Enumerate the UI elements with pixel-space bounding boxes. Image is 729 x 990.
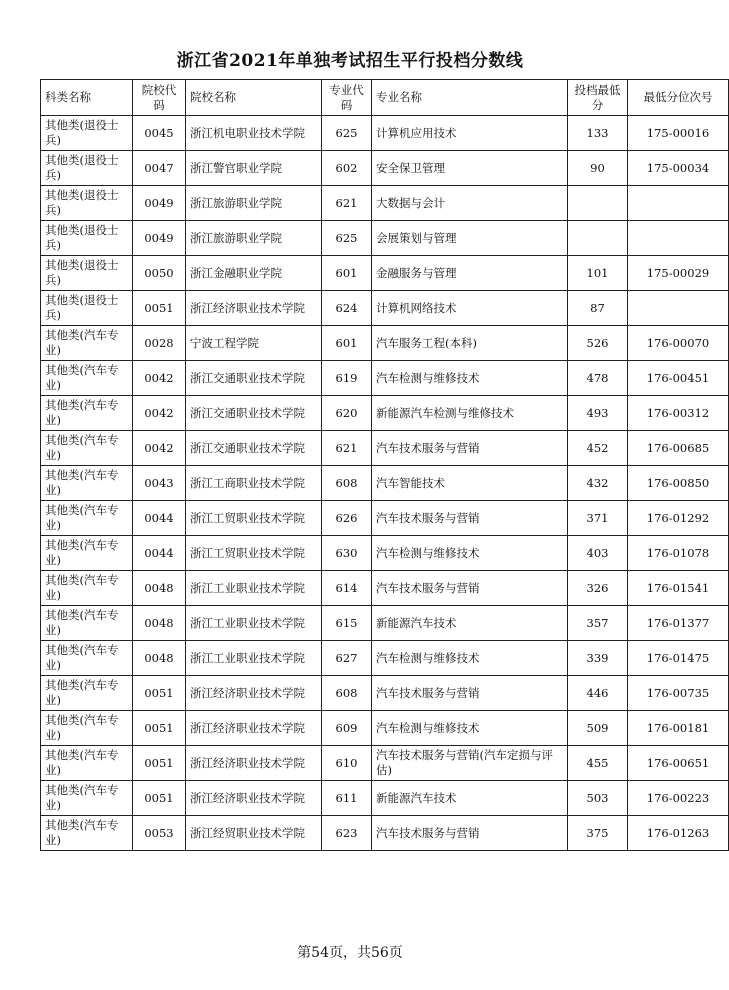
cell-category: 其他类(汽车专业) bbox=[41, 536, 133, 571]
table-row bbox=[41, 116, 729, 151]
cell-school-name: 浙江工业职业技术学院 bbox=[186, 641, 322, 676]
cell-school-name: 浙江旅游职业学院 bbox=[186, 221, 322, 256]
cell-major-code: 625 bbox=[322, 221, 372, 256]
table-row bbox=[41, 676, 729, 711]
cell-category: 其他类(退役士兵) bbox=[41, 116, 133, 151]
cell-min-score: 371 bbox=[568, 501, 628, 536]
cell-major-code: 627 bbox=[322, 641, 372, 676]
cell-school-name: 浙江机电职业技术学院 bbox=[186, 116, 322, 151]
cell-min-score: 526 bbox=[568, 326, 628, 361]
cell-school-code: 0048 bbox=[133, 641, 186, 676]
table-row bbox=[41, 816, 729, 851]
cell-min-score: 101 bbox=[568, 256, 628, 291]
table-header-row bbox=[41, 80, 729, 116]
table-row bbox=[41, 256, 729, 291]
cell-min-rank: 176-00735 bbox=[628, 676, 729, 711]
cell-category: 其他类(汽车专业) bbox=[41, 641, 133, 676]
cell-major-name: 汽车智能技术 bbox=[372, 466, 568, 501]
cell-min-rank: 176-01541 bbox=[628, 571, 729, 606]
cell-min-score: 326 bbox=[568, 571, 628, 606]
cell-min-rank: 176-00223 bbox=[628, 781, 729, 816]
cell-major-code: 624 bbox=[322, 291, 372, 326]
cell-major-code: 614 bbox=[322, 571, 372, 606]
cell-category: 其他类(汽车专业) bbox=[41, 781, 133, 816]
cell-major-name: 新能源汽车技术 bbox=[372, 606, 568, 641]
cell-min-score bbox=[568, 186, 628, 221]
cell-school-code: 0051 bbox=[133, 291, 186, 326]
cell-min-rank: 176-00312 bbox=[628, 396, 729, 431]
cell-min-rank: 176-00651 bbox=[628, 746, 729, 781]
cell-major-name: 金融服务与管理 bbox=[372, 256, 568, 291]
cell-school-name: 浙江交通职业技术学院 bbox=[186, 361, 322, 396]
cell-major-name: 汽车技术服务与营销(汽车定损与评估) bbox=[372, 746, 568, 781]
table-row bbox=[41, 361, 729, 396]
cell-major-code: 625 bbox=[322, 116, 372, 151]
cell-min-score: 403 bbox=[568, 536, 628, 571]
cell-school-name: 浙江工业职业技术学院 bbox=[186, 606, 322, 641]
cell-school-code: 0050 bbox=[133, 256, 186, 291]
table-row bbox=[41, 291, 729, 326]
cell-school-code: 0043 bbox=[133, 466, 186, 501]
header-min-rank: 最低分位次号 bbox=[628, 80, 729, 116]
cell-school-code: 0051 bbox=[133, 746, 186, 781]
cell-min-rank: 176-01475 bbox=[628, 641, 729, 676]
cell-min-rank: 176-01292 bbox=[628, 501, 729, 536]
cell-major-code: 621 bbox=[322, 186, 372, 221]
cell-school-code: 0048 bbox=[133, 571, 186, 606]
admission-score-table bbox=[40, 79, 729, 851]
cell-major-name: 安全保卫管理 bbox=[372, 151, 568, 186]
cell-category: 其他类(汽车专业) bbox=[41, 746, 133, 781]
cell-major-code: 620 bbox=[322, 396, 372, 431]
cell-school-code: 0047 bbox=[133, 151, 186, 186]
cell-min-rank: 175-00034 bbox=[628, 151, 729, 186]
table-row bbox=[41, 711, 729, 746]
cell-school-code: 0049 bbox=[133, 186, 186, 221]
cell-school-name: 浙江经济职业技术学院 bbox=[186, 291, 322, 326]
cell-school-code: 0042 bbox=[133, 431, 186, 466]
cell-major-name: 新能源汽车检测与维修技术 bbox=[372, 396, 568, 431]
cell-major-name: 汽车检测与维修技术 bbox=[372, 361, 568, 396]
header-major-name: 专业名称 bbox=[372, 80, 568, 116]
cell-min-score bbox=[568, 221, 628, 256]
cell-min-rank: 176-01078 bbox=[628, 536, 729, 571]
cell-major-name: 汽车技术服务与营销 bbox=[372, 816, 568, 851]
cell-major-code: 630 bbox=[322, 536, 372, 571]
table-row bbox=[41, 326, 729, 361]
cell-min-rank: 176-01377 bbox=[628, 606, 729, 641]
cell-category: 其他类(汽车专业) bbox=[41, 326, 133, 361]
page-number: 第54页，共56页 bbox=[297, 945, 403, 961]
cell-major-code: 621 bbox=[322, 431, 372, 466]
cell-min-score: 375 bbox=[568, 816, 628, 851]
cell-school-name: 浙江经济职业技术学院 bbox=[186, 781, 322, 816]
document-title: 浙江省2021年单独考试招生平行投档分数线 bbox=[176, 51, 524, 71]
cell-school-code: 0028 bbox=[133, 326, 186, 361]
cell-category: 其他类(汽车专业) bbox=[41, 396, 133, 431]
cell-min-score: 339 bbox=[568, 641, 628, 676]
cell-category: 其他类(退役士兵) bbox=[41, 221, 133, 256]
cell-school-name: 浙江工贸职业技术学院 bbox=[186, 501, 322, 536]
cell-school-code: 0042 bbox=[133, 361, 186, 396]
cell-min-score: 133 bbox=[568, 116, 628, 151]
table-row bbox=[41, 151, 729, 186]
cell-min-rank bbox=[628, 186, 729, 221]
cell-school-code: 0051 bbox=[133, 781, 186, 816]
cell-school-code: 0045 bbox=[133, 116, 186, 151]
cell-min-rank: 176-00685 bbox=[628, 431, 729, 466]
cell-category: 其他类(退役士兵) bbox=[41, 256, 133, 291]
cell-min-rank: 175-00016 bbox=[628, 116, 729, 151]
cell-category: 其他类(汽车专业) bbox=[41, 816, 133, 851]
cell-min-rank bbox=[628, 291, 729, 326]
cell-min-score: 90 bbox=[568, 151, 628, 186]
cell-min-score: 455 bbox=[568, 746, 628, 781]
table-row bbox=[41, 641, 729, 676]
cell-school-name: 浙江交通职业技术学院 bbox=[186, 396, 322, 431]
header-school-name: 院校名称 bbox=[186, 80, 322, 116]
cell-school-code: 0048 bbox=[133, 606, 186, 641]
cell-school-name: 浙江经贸职业技术学院 bbox=[186, 816, 322, 851]
cell-major-code: 626 bbox=[322, 501, 372, 536]
cell-major-code: 623 bbox=[322, 816, 372, 851]
table-row bbox=[41, 781, 729, 816]
cell-major-name: 计算机应用技术 bbox=[372, 116, 568, 151]
cell-major-name: 计算机网络技术 bbox=[372, 291, 568, 326]
cell-school-name: 浙江经济职业技术学院 bbox=[186, 711, 322, 746]
table-row bbox=[41, 466, 729, 501]
cell-major-name: 汽车技术服务与营销 bbox=[372, 431, 568, 466]
table-body bbox=[41, 116, 729, 851]
cell-min-score: 87 bbox=[568, 291, 628, 326]
cell-school-name: 浙江工贸职业技术学院 bbox=[186, 536, 322, 571]
cell-school-code: 0049 bbox=[133, 221, 186, 256]
cell-school-name: 宁波工程学院 bbox=[186, 326, 322, 361]
cell-major-code: 601 bbox=[322, 326, 372, 361]
cell-category: 其他类(汽车专业) bbox=[41, 501, 133, 536]
table-row bbox=[41, 186, 729, 221]
cell-school-code: 0051 bbox=[133, 711, 186, 746]
cell-min-score: 509 bbox=[568, 711, 628, 746]
cell-school-name: 浙江工商职业技术学院 bbox=[186, 466, 322, 501]
cell-min-rank: 176-01263 bbox=[628, 816, 729, 851]
table-row bbox=[41, 536, 729, 571]
table-row bbox=[41, 746, 729, 781]
cell-category: 其他类(汽车专业) bbox=[41, 361, 133, 396]
cell-major-code: 601 bbox=[322, 256, 372, 291]
cell-min-rank: 176-00850 bbox=[628, 466, 729, 501]
cell-min-score: 478 bbox=[568, 361, 628, 396]
cell-min-rank: 176-00070 bbox=[628, 326, 729, 361]
cell-school-name: 浙江金融职业学院 bbox=[186, 256, 322, 291]
cell-major-name: 汽车检测与维修技术 bbox=[372, 536, 568, 571]
cell-category: 其他类(汽车专业) bbox=[41, 571, 133, 606]
cell-school-name: 浙江经济职业技术学院 bbox=[186, 676, 322, 711]
cell-major-name: 汽车技术服务与营销 bbox=[372, 501, 568, 536]
cell-school-name: 浙江警官职业学院 bbox=[186, 151, 322, 186]
cell-major-code: 619 bbox=[322, 361, 372, 396]
cell-major-code: 608 bbox=[322, 676, 372, 711]
cell-major-code: 610 bbox=[322, 746, 372, 781]
cell-school-code: 0051 bbox=[133, 676, 186, 711]
cell-category: 其他类(汽车专业) bbox=[41, 676, 133, 711]
table-row bbox=[41, 396, 729, 431]
cell-major-name: 新能源汽车技术 bbox=[372, 781, 568, 816]
cell-major-code: 602 bbox=[322, 151, 372, 186]
cell-min-rank: 176-00181 bbox=[628, 711, 729, 746]
cell-min-score: 432 bbox=[568, 466, 628, 501]
cell-major-name: 大数据与会计 bbox=[372, 186, 568, 221]
cell-category: 其他类(汽车专业) bbox=[41, 431, 133, 466]
cell-min-score: 357 bbox=[568, 606, 628, 641]
header-category: 科类名称 bbox=[41, 80, 133, 116]
cell-major-name: 汽车检测与维修技术 bbox=[372, 641, 568, 676]
cell-school-code: 0042 bbox=[133, 396, 186, 431]
cell-min-rank: 176-00451 bbox=[628, 361, 729, 396]
cell-category: 其他类(汽车专业) bbox=[41, 466, 133, 501]
cell-category: 其他类(汽车专业) bbox=[41, 606, 133, 641]
cell-school-name: 浙江旅游职业学院 bbox=[186, 186, 322, 221]
cell-category: 其他类(退役士兵) bbox=[41, 186, 133, 221]
cell-school-name: 浙江交通职业技术学院 bbox=[186, 431, 322, 466]
cell-min-score: 452 bbox=[568, 431, 628, 466]
cell-school-code: 0044 bbox=[133, 501, 186, 536]
cell-min-score: 503 bbox=[568, 781, 628, 816]
table-row bbox=[41, 606, 729, 641]
cell-min-rank bbox=[628, 221, 729, 256]
cell-major-name: 汽车技术服务与营销 bbox=[372, 676, 568, 711]
cell-min-rank: 175-00029 bbox=[628, 256, 729, 291]
cell-major-code: 609 bbox=[322, 711, 372, 746]
cell-major-name: 汽车技术服务与营销 bbox=[372, 571, 568, 606]
cell-major-name: 汽车检测与维修技术 bbox=[372, 711, 568, 746]
cell-school-name: 浙江经济职业技术学院 bbox=[186, 746, 322, 781]
table-row bbox=[41, 501, 729, 536]
cell-category: 其他类(退役士兵) bbox=[41, 291, 133, 326]
table-row bbox=[41, 571, 729, 606]
table-row bbox=[41, 221, 729, 256]
cell-category: 其他类(汽车专业) bbox=[41, 711, 133, 746]
cell-school-code: 0044 bbox=[133, 536, 186, 571]
header-min-score: 投档最低分 bbox=[568, 80, 628, 116]
header-school-code: 院校代码 bbox=[133, 80, 186, 116]
cell-major-name: 会展策划与管理 bbox=[372, 221, 568, 256]
cell-school-name: 浙江工业职业技术学院 bbox=[186, 571, 322, 606]
header-major-code: 专业代码 bbox=[322, 80, 372, 116]
cell-school-code: 0053 bbox=[133, 816, 186, 851]
cell-min-score: 493 bbox=[568, 396, 628, 431]
cell-major-code: 615 bbox=[322, 606, 372, 641]
table-row bbox=[41, 431, 729, 466]
cell-major-name: 汽车服务工程(本科) bbox=[372, 326, 568, 361]
cell-category: 其他类(退役士兵) bbox=[41, 151, 133, 186]
cell-major-code: 611 bbox=[322, 781, 372, 816]
cell-major-code: 608 bbox=[322, 466, 372, 501]
cell-min-score: 446 bbox=[568, 676, 628, 711]
